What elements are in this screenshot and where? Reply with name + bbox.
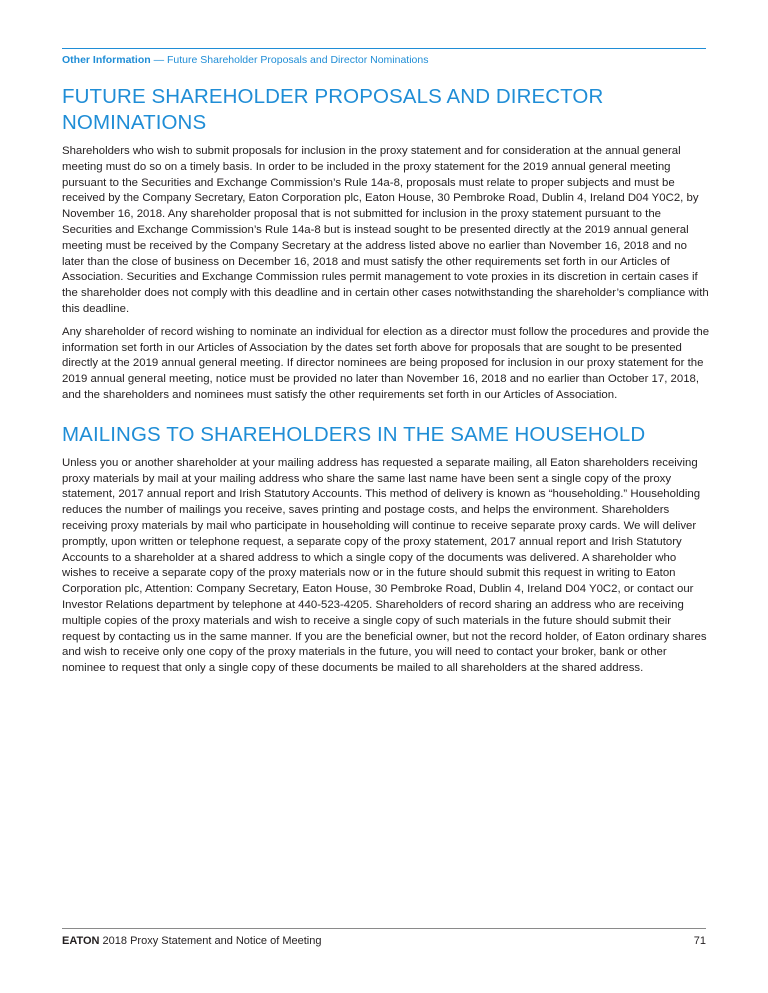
running-footer	[62, 928, 706, 948]
header-subsection-name: Future Shareholder Proposals and Director Nominations	[167, 54, 429, 66]
paragraph-director-nominations: Any shareholder of record wishing to nominate an individual for election as a director must follow the procedures and provide the information set forth in our Articles of Association by the dates set forth above for proposals that are sought to be presented directly at the 2019 annual general meeting. If director nominees are being proposed for inclusion in our proxy statement for the 2019 annual general meeting, notice must be provided no later than November 16, 2018 and no earlier than October 17, 2018, and the shareholders and nominees must satisfy the other requirements set forth in our Articles of Association.	[62, 325, 710, 401]
running-header	[62, 48, 706, 67]
footer-document-title	[62, 934, 321, 948]
paragraph-householding: Unless you or another shareholder at your mailing address has requested a separate mailing, all Eaton shareholders receiving proxy materials by mail at your mailing address who share the same last name have been sent a single copy of the proxy statement, 2017 annual report and Irish Statutory Accounts. This method of delivery is known as “householding.” Householding reduces the number of mailings you receive, saves printing and postage costs, and helps the environment. Shareholders receiving proxy materials by mail who participate in householding will continue to receive separate proxy cards. We will deliver promptly, upon written or telephone request, a separate copy of the proxy statement, 2017 annual report and Irish Statutory Accounts to a shareholder at a shared address to which a single copy of the documents was delivered. A shareholder who wishes to receive a separate copy of the proxy materials now or in the future should submit this request in writing to Eaton Corporation plc, Attention: Company Secretary, Eaton House, 30 Pembroke Road, Dublin 4, Ireland D04 Y0C2, or contact our Investor Relations department by telephone at 440-523-4205. Shareholders of record sharing an address who are receiving multiple copies of the proxy materials and wish to receive a single copy of such materials in the future should submit their request by contacting us in the same manner. If you are the beneficial owner, but not the record holder, of Eaton ordinary shares and wish to receive only one copy of the proxy materials in the future, you will need to contact your broker, bank or other nominee to request that only a single copy of these documents be mailed to all shareholders at the shared address.	[62, 456, 707, 675]
section-title-householding: MAILINGS TO SHAREHOLDERS IN THE SAME HOUSEHOLD	[62, 422, 646, 446]
page-body	[62, 84, 710, 684]
paragraph-proposals-timing: Shareholders who wish to submit proposals for inclusion in the proxy statement and for consideration at the annual general meeting must do so on a timely basis. In order to be included in the proxy statement for the 2019 annual general meeting pursuant to the Securities and Exchange Commission’s Rule 14a-8, proposals must relate to proper subjects and must be received by the Company Secretary, Eaton Corporation plc, Eaton House, 30 Pembroke Road, Dublin 4, Ireland D04 Y0C2, by November 16, 2018. Any shareholder proposal that is not submitted for inclusion in the proxy statement pursuant to the Securities and Exchange Commission’s Rule 14a-8 but is instead sought to be presented directly at the 2019 annual general meeting must be received by the Company Secretary at the address listed above no earlier than November 16, 2018 and no later than the close of business on December 16, 2018 and must satisfy the other requirements set forth in our Articles of Association. Securities and Exchange Commission rules permit management to vote proxies in its discretion in certain cases if the shareholder does not comply with this deadline and in certain other cases notwithstanding the shareholder’s compliance with this deadline.	[62, 145, 709, 315]
header-section-name: Other Information	[62, 54, 151, 66]
footer-doc-title: 2018 Proxy Statement and Notice of Meeting	[99, 935, 322, 947]
section-title-future-proposals: FUTURE SHAREHOLDER PROPOSALS AND DIRECTOR NOMINATIONS	[62, 85, 604, 134]
header-separator: —	[150, 54, 168, 66]
page-number: 71	[693, 935, 706, 947]
footer-brand: EATON	[62, 935, 100, 947]
